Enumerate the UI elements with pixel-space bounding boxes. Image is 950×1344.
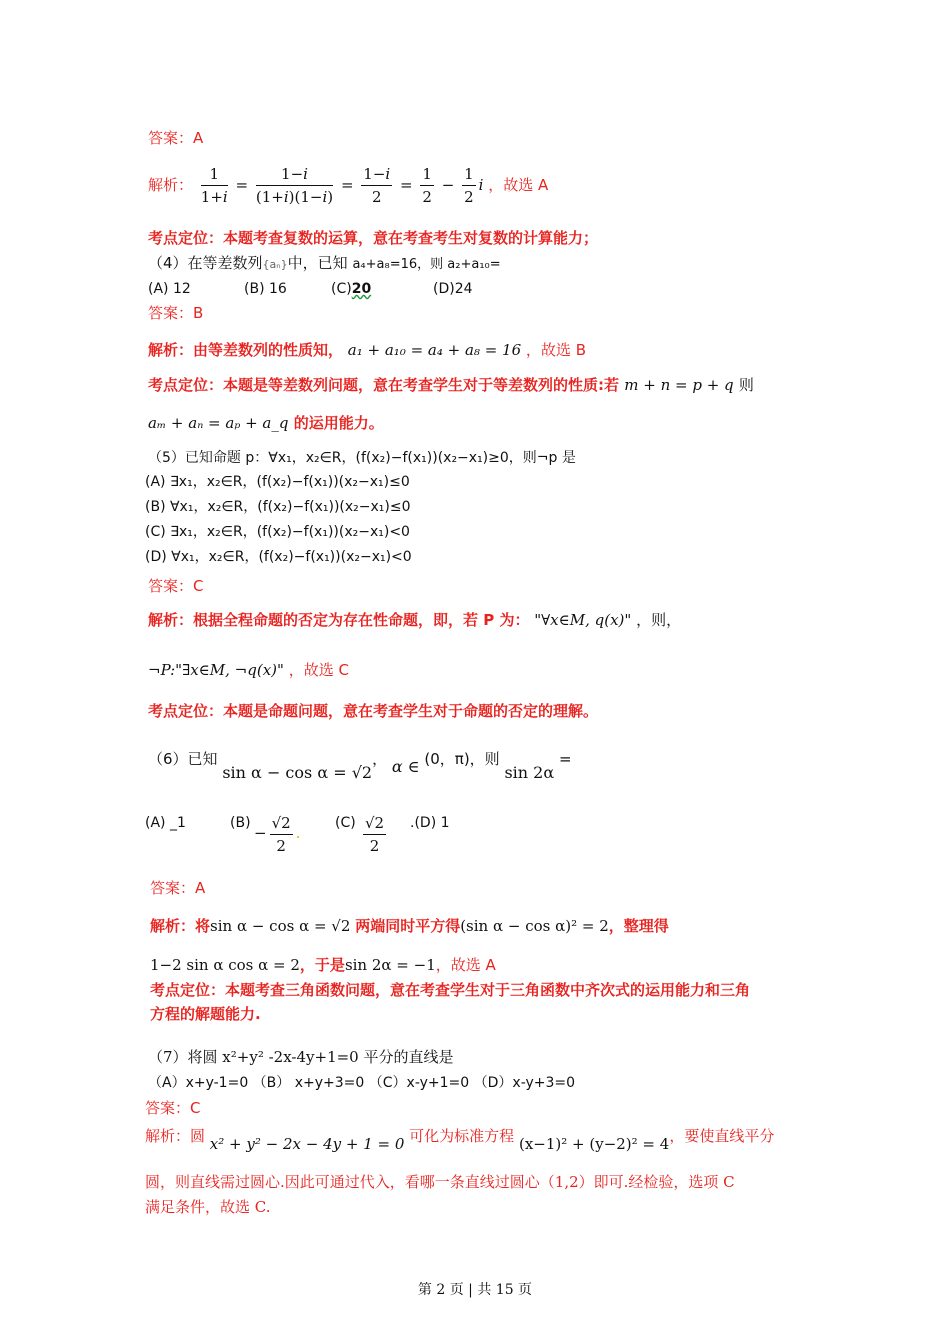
q5-stem: （5）已知命题 p：∀x₁，x₂∈R，(f(x₂)−f(x₁))(x₂−x₁)≥0，则¬p 是 [148,450,576,466]
q4-opt-c-label: (C) [331,281,352,297]
q4-opt-a: (A) 12 [148,281,191,297]
q6-stem-a: （6）已知 [148,750,218,768]
q3-kaodian: 考点定位：本题考查复数的运算，意在考查考生对复数的计算能力； [148,229,599,247]
q6-opt-c-value [360,806,389,860]
q3-frac-5: $\frac{1}{2}$ [464,165,474,206]
q7-analysis-math1: x² + y² − 2x − 4y + 1 = 0 [209,1135,405,1153]
q4-opt-b: (B) 16 [244,281,287,297]
q5-analysis-a: 解析：根据全程命题的否定为存在性命题，即，若 P 为： [148,611,530,629]
q4-stem-seq: {aₙ} [262,258,288,271]
q6-stem-math1: sin α − cos α = √2 [222,763,373,782]
q4-opt-c-value: 20 [351,281,372,297]
q4-kaodian-math1: m + n = p + q [624,376,734,394]
q5-opt-b: (B) ∀x₁，x₂∈R，(f(x₂)−f(x₁))(x₂−x₁)≤0 [145,499,411,515]
q6-analysis-b: 两端同时平方得 [355,917,461,935]
q6-analysis-math2: (sin α − cos α)² = 2 [460,917,609,935]
q4-analysis [148,340,586,360]
q7-options: （A）x+y-1=0 （B） x+y+3=0 （C）x-y+1=0 （D）x-y+3=0 [148,1075,576,1091]
q5-analysis-math1: "∀x∈M, q(x)" [534,611,632,629]
q6-answer: 答案：A [150,879,206,897]
q4-opt-d: (D)24 [433,281,473,297]
q6-opt-b-label: (B) [230,815,251,831]
q7-analysis-a: 解析：圆 [145,1127,206,1145]
q3-analysis-label: 解析： [148,176,194,194]
q5-opt-a: (A) ∃x₁，x₂∈R，(f(x₂)−f(x₁))(x₂−x₁)≤0 [145,474,410,490]
q5-analysis-c: ，故选 C [288,661,349,679]
q4-analysis-a: 解析：由等差数列的性质知， [148,341,344,359]
q4-kaodian-c: 的运用能力。 [293,414,384,432]
q5-analysis-b: ，则， [636,611,682,629]
q4-opt-c [331,279,371,299]
q4-kaodian-b: 则 [738,376,754,394]
q4-stem-b: 中，已知 [287,254,348,272]
q4-stem-cond: a₄+a₈=16，则 a₂+a₁₀= [352,257,501,272]
q6-kaodian-line2: 方程的解题能力. [150,1005,261,1023]
q6-analysis-math1: sin α − cos α = √2 [210,917,351,935]
page-footer: 第 2 页 | 共 15 页 [417,1282,533,1298]
q3-frac-3: $\frac{1-i}{2}$ [363,165,391,206]
q7-stem: （7）将圆 x²+y² -2x-4y+1=0 平分的直线是 [148,1048,454,1066]
q7-analysis-line2: 圆，则直线需过圆心.因此可通过代入，看哪一条直线过圆心（1,2）即可.经检验，选项 C [145,1173,735,1191]
q6-opt-c-label: (C) [335,815,356,831]
q6-analysis-line2 [150,955,496,975]
q6-opt-b-frac: $\frac{√2}{2}$ [271,813,291,855]
q4-kaodian-line1 [148,375,754,395]
q4-kaodian-a: 考点定位：本题是等差数列问题，意在考查学生对于等差数列的性质:若 [148,376,620,394]
q6-analysis-line1 [150,916,669,936]
q4-stem-a: （4）在等差数列 [148,254,263,272]
q3-analysis-tail: ，故选 A [488,176,549,194]
q6-analysis-math4: sin 2α = −1 [344,956,436,974]
q5-answer: 答案：C [148,577,204,595]
q5-opt-d: (D) ∀x₁，x₂∈R，(f(x₂)−f(x₁))(x₂−x₁)<0 [145,549,412,565]
q7-analysis-b: 可化为标准方程 [409,1127,515,1145]
q7-analysis-line3: 满足条件，故选 C. [145,1198,271,1216]
q7-analysis-math2: (x−1)² + (y−2)² = 4 [518,1135,670,1153]
q6-kaodian-line1: 考点定位：本题考查三角函数问题，意在考查学生对于三角函数中齐次式的运用能力和三角 [150,981,751,999]
q5-kaodian: 考点定位：本题是命题问题，意在考查学生对于命题的否定的理解。 [148,702,599,720]
q4-stem [148,253,501,275]
q3-frac-1: $\frac{1}{1+i}$ [200,165,228,206]
q6-opt-d: .(D) 1 [410,815,450,831]
q3-frac-2: $\frac{1-i}{(1+i)(1-i)}$ [255,165,334,206]
q6-analysis-d: ，于是 [299,956,345,974]
q7-analysis-c: ，要使直线平分 [669,1127,775,1145]
q6-stem-math2: α ∈ [391,757,420,776]
q7-analysis-line1 [145,1126,774,1158]
q4-kaodian-math2: aₘ + aₙ = aₚ + a_q [148,414,289,432]
q5-analysis-line1 [148,610,681,630]
q6-analysis-c: ，整理得 [608,917,669,935]
q6-analysis-a: 解析：将 [150,917,211,935]
q6-stem-d: = [558,750,572,768]
q6-stem-b: ， [372,750,388,768]
q3-frac-4: $\frac{1}{2}$ [422,165,432,206]
q4-analysis-math: a₁ + a₁₀ = a₄ + a₈ = 16 [347,341,522,359]
q5-analysis-math2: ¬P:"∃x∈M, ¬q(x)" [148,661,284,679]
q6-analysis-math3: 1−2 sin α cos α = 2 [150,956,300,974]
q6-opt-b-value: − $\frac{√2}{2}$ . [254,813,301,855]
q6-opt-a: (A) _1 [145,815,186,831]
q3-answer: 答案：A [148,129,204,147]
q7-answer: 答案：C [145,1099,201,1117]
q4-kaodian-line2 [148,413,384,433]
q5-analysis-line2 [148,660,349,680]
q5-opt-c: (C) ∃x₁，x₂∈R，(f(x₂)−f(x₁))(x₂−x₁)<0 [145,524,410,540]
q6-analysis-e: ，故选 A [435,956,496,974]
q6-opt-c-frac: $\frac{√2}{2}$ [365,813,385,855]
q6-stem-c: (0，π)，则 [424,750,500,768]
q6-stem-math3: sin 2α [504,763,555,782]
q4-answer: 答案：B [148,304,204,322]
q6-stem [148,749,572,785]
q3-analysis: 解析： $\frac{1}{1+i}$ = $\frac{1-i}{(1+i)(1-i)}$ = $\frac{1-i}{2}$ = $\frac{1}{2}$ − $\frac{1}{2}$ i ，故选 A [148,165,549,206]
q4-analysis-b: ，故选 B [525,341,586,359]
